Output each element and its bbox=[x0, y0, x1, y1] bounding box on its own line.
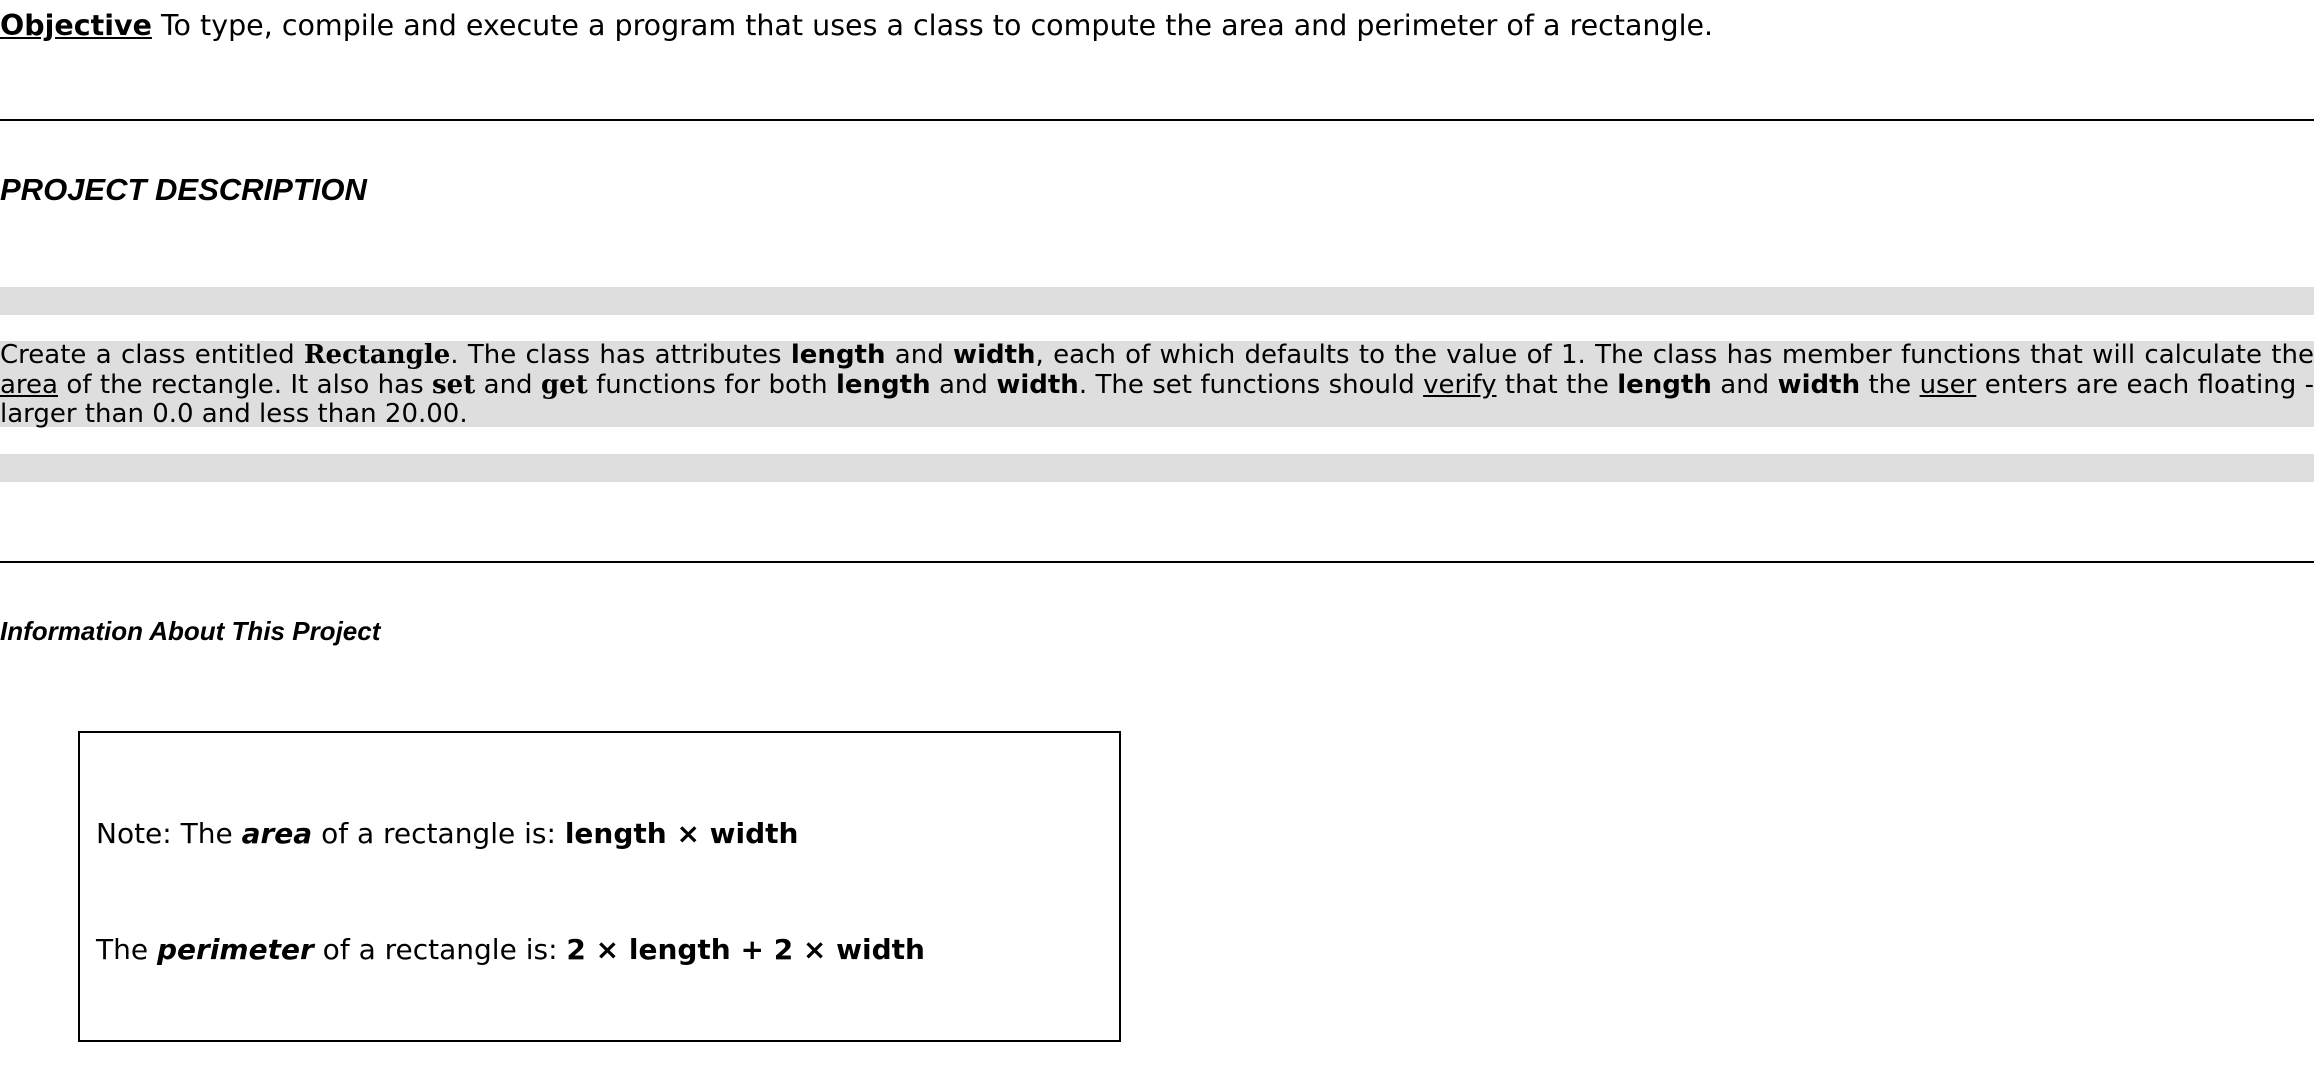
perimeter-formula: 2 × length + 2 × width bbox=[566, 933, 925, 966]
formula-note-box bbox=[78, 731, 1121, 1042]
text-run: The bbox=[96, 933, 157, 966]
term-length: length bbox=[1617, 370, 1712, 400]
description-line-2 bbox=[0, 371, 2314, 401]
text-run: that the bbox=[1496, 370, 1618, 400]
term-user: user bbox=[1919, 370, 1977, 400]
note-perimeter-formula bbox=[96, 932, 925, 968]
term-set: set bbox=[432, 370, 476, 400]
term-width: width bbox=[1777, 370, 1861, 400]
text-run: . The set functions should bbox=[1078, 370, 1424, 400]
term-perimeter: perimeter bbox=[156, 933, 314, 966]
term-area: area bbox=[0, 370, 58, 400]
text-run: functions for both bbox=[587, 370, 836, 400]
term-length: length bbox=[790, 341, 886, 370]
text-run: of a rectangle is: bbox=[312, 817, 565, 850]
text-run: . The class has attributes bbox=[450, 341, 791, 370]
text-run: of a rectangle is: bbox=[313, 933, 567, 966]
text-run: the bbox=[1860, 370, 1920, 400]
divider-top bbox=[0, 119, 2314, 121]
term-area: area bbox=[241, 817, 313, 850]
term-width: width bbox=[996, 370, 1079, 400]
text-run: of the rectangle. It also has bbox=[57, 370, 433, 400]
description-line-3: larger than 0.0 and less than 20.00. bbox=[0, 399, 468, 429]
text-run: enters are each floating - bbox=[1984, 370, 2314, 400]
description-line-1 bbox=[0, 341, 2314, 371]
objective-line bbox=[0, 8, 1713, 44]
shaded-band-bottom bbox=[0, 454, 2314, 482]
text-run: Create a class entitled bbox=[0, 341, 304, 370]
text-run: and bbox=[475, 370, 541, 400]
class-name-rectangle: Rectangle bbox=[303, 341, 451, 370]
term-length: length bbox=[835, 370, 931, 400]
term-verify: verify bbox=[1423, 370, 1497, 400]
objective-text: To type, compile and execute a program that uses a class to compute the area and perimeter of a rectangle. bbox=[151, 9, 1714, 42]
text-run: and bbox=[1711, 370, 1778, 400]
term-get: get bbox=[540, 370, 588, 400]
divider-middle bbox=[0, 561, 2314, 563]
term-width: width bbox=[953, 341, 1036, 370]
area-formula: length × width bbox=[564, 817, 799, 850]
text-run: and bbox=[930, 370, 997, 400]
project-description-heading: PROJECT DESCRIPTION bbox=[0, 172, 367, 207]
info-heading: Information About This Project bbox=[0, 616, 381, 646]
objective-label: Objective bbox=[0, 9, 152, 42]
note-area-formula bbox=[96, 816, 799, 852]
shaded-band-top bbox=[0, 287, 2314, 315]
project-description-paragraph bbox=[0, 341, 2314, 427]
text-run: Note: The bbox=[96, 817, 242, 850]
text-run: , each of which defaults to the value of 1. The class has member functions that will calculate the bbox=[1035, 341, 2314, 370]
text-run: and bbox=[885, 341, 954, 370]
